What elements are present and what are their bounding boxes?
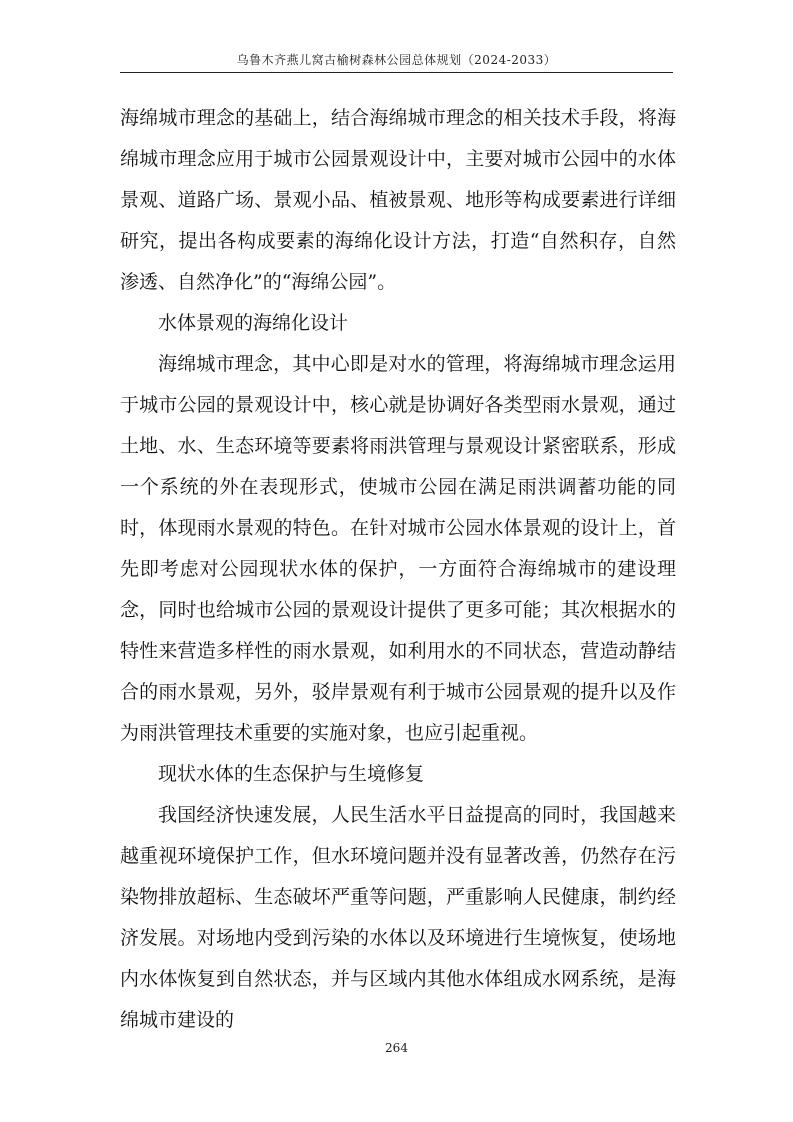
page-header: 乌鲁木齐燕儿窝古榆树森林公园总体规划（2024-2033） (236, 53, 557, 67)
document-body (120, 98, 676, 1041)
section-heading-ecological-protection: 现状水体的生态保护与生境修复 (158, 763, 425, 785)
body-paragraph-water-landscape: 海绵城市理念，其中心即是对水的管理，将海绵城市理念运用于城市公园的景观设计中，核心就是协调好各类型雨水景观，通过土地、水、生态环境等要素将雨洪管理与景观设计紧密联系，形成一个系统的外在表现形式，使城市公园在满足雨洪调蓄功能的同时，体现雨水景观的特色。在针对城市公园水体景观的设计上，首先即考虑对公园现状水体的保护，一方面符合海绵城市的建设理念，同时也给城市公园的景观设计提供了更多可能；其次根据水的特性来营造多样性的雨水景观，如利用水的不同状态，营造动静结合的雨水景观，另外，驳岸景观有利于城市公园景观的提升以及作为雨洪管理技术重要的实施对象，也应引起重视。 (120, 353, 676, 744)
body-paragraph-continuation: 海绵城市理念的基础上，结合海绵城市理念的相关技术手段，将海绵城市理念应用于城市公园景观设计中，主要对城市公园中的水体景观、道路广场、景观小品、植被景观、地形等构成要素进行详细研究，提出各构成要素的海绵化设计方法，打造“自然积存，自然渗透、自然净化”的“海绵公园”。 (120, 107, 676, 293)
header-divider (120, 72, 673, 73)
body-paragraph-ecological-protection: 我国经济快速发展，人民生活水平日益提高的同时，我国越来越重视环境保护工作，但水环境问题并没有显著改善，仍然存在污染物排放超标、生态破坏严重等问题，严重影响人民健康，制约经济发展。对场地内受到污染的水体以及环境进行生境恢复，使场地内水体恢复到自然状态，并与区域内其他水体组成水网系统，是海绵城市建设的 (120, 804, 676, 1031)
page-number: 264 (385, 1041, 408, 1055)
section-heading-water-landscape: 水体景观的海绵化设计 (158, 312, 349, 334)
